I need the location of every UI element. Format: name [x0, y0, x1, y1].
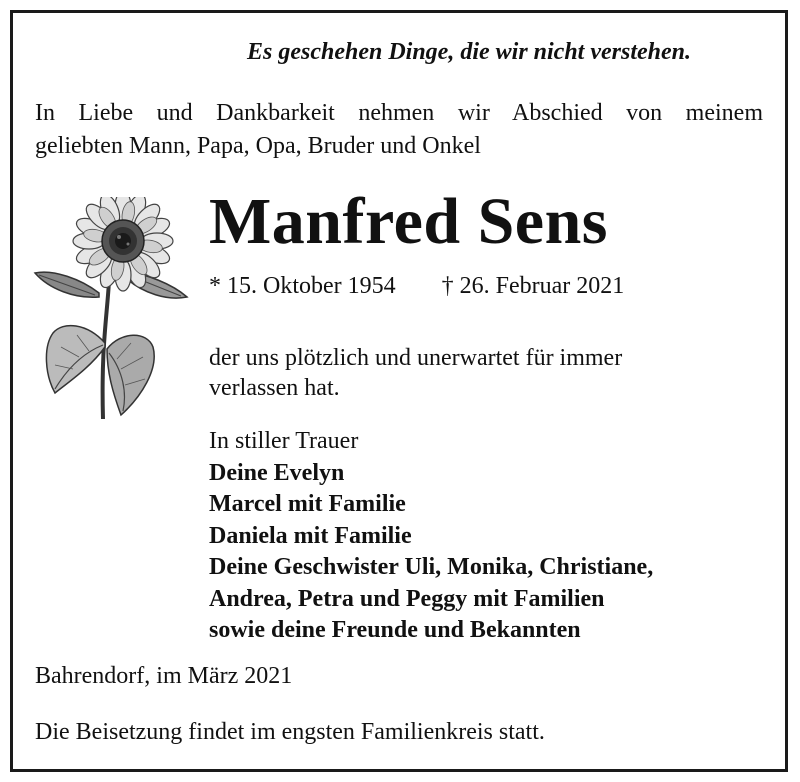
burial-notice: Die Beisetzung findet im engsten Familienkreis statt. — [35, 719, 545, 745]
intro-text — [35, 97, 763, 163]
passage-text — [209, 343, 622, 403]
motto: Es geschehen Dinge, die wir nicht verstehen. — [246, 39, 691, 65]
sunflower-icon — [31, 197, 191, 427]
obituary-notice — [10, 10, 788, 772]
mourners-heading: In stiller Trauer — [209, 428, 359, 454]
death-date: † 26. Februar 2021 — [441, 273, 625, 299]
mourner-line: Daniela mit Familie — [209, 522, 412, 549]
birth-date: * 15. Oktober 1954 — [209, 273, 396, 299]
passage-line-2: verlassen hat. — [209, 375, 340, 401]
mourner-line: Marcel mit Familie — [209, 491, 406, 517]
mourner-line: Deine Evelyn — [209, 459, 345, 486]
life-dates — [209, 273, 624, 300]
mourner-line: Andrea, Petra und Peggy mit Familien — [209, 585, 605, 612]
mourners-list — [209, 426, 653, 647]
intro-line-1: In Liebe und Dankbarkeit nehmen wir Abschied von meinem — [35, 100, 763, 126]
place-date: Bahrendorf, im März 2021 — [35, 663, 293, 689]
deceased-name: Manfred Sens — [209, 185, 608, 258]
mourner-line: Deine Geschwister Uli, Monika, Christiane, — [209, 554, 654, 580]
passage-line-1: der uns plötzlich und unerwartet für immer — [209, 345, 623, 371]
intro-line-2: geliebten Mann, Papa, Opa, Bruder und Onkel — [35, 133, 481, 159]
mourner-line: sowie deine Freunde und Bekannten — [209, 617, 581, 643]
